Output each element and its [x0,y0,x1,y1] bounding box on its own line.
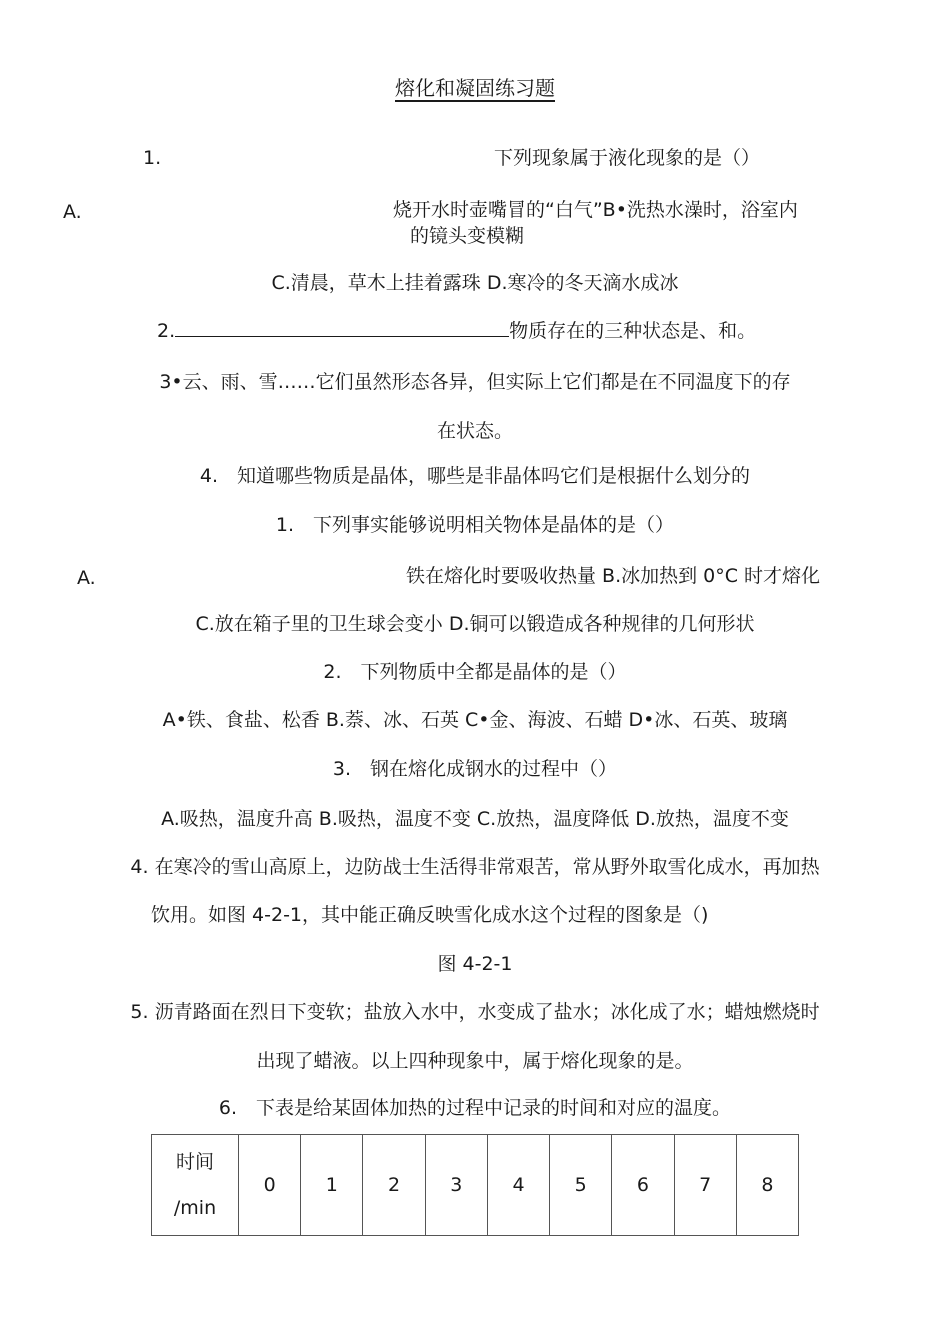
q2-line [157,318,756,344]
ex1-options-ab: 铁在熔化时要吸收热量 B.冰加热到 0°C 时才熔化 [406,565,821,587]
table-row [152,1135,799,1236]
q1-options-ab: 烧开水时壶嘴冒的“白气”B•洗热水澡时，浴室内 [393,199,798,221]
q1-option-a-label: A. [63,201,82,223]
ex5-question-continued: 出现了蜡液。以上四种现象中，属于熔化现象的是。 [256,1050,694,1072]
table-cell-time: 0 [239,1135,301,1236]
ex6-question: 6. 下表是给某固体加热的过程中记录的时间和对应的温度。 [218,1097,732,1119]
ex1-question: 1. 下列事实能够说明相关物体是晶体的是（） [275,514,675,536]
table-cell-time: 1 [301,1135,363,1236]
table-header-line2: /min [173,1197,217,1219]
q2-number: 2. [157,320,176,342]
table-cell-time: 2 [363,1135,425,1236]
ex1-option-a-label: A. [77,567,96,589]
q3-text-continued: 在状态。 [436,420,513,442]
q1-text: 下列现象属于液化现象的是（） [494,147,761,169]
table-header-line1: 时间 [175,1151,214,1173]
q1-number: 1. [143,147,162,169]
q1-option-b-continued: 的镜头变模糊 [410,225,525,247]
table-cell-time: 6 [612,1135,674,1236]
ex3-options: A.吸热，温度升高 B.吸热，温度不变 C.放热，温度降低 D.放热，温度不变 [161,808,789,830]
figure-caption: 图 4-2-1 [437,953,513,975]
ex4-question: 4. 在寒冷的雪山高原上，边防战士生活得非常艰苦，常从野外取雪化成水，再加热 [130,856,820,878]
ex1-options-cd: C.放在箱子里的卫生球会变小 D.铜可以锻造成各种规律的几何形状 [195,613,755,635]
ex2-options: A•铁、食盐、松香 B.萘、冰、石英 C•金、海波、石蜡 D•冰、石英、玻璃 [162,709,788,731]
table-header-time [152,1135,239,1236]
q2-fill-blank [175,318,509,337]
table-cell-time: 7 [674,1135,736,1236]
page-title: 熔化和凝固练习题 [395,76,555,100]
table-cell-time: 5 [550,1135,612,1236]
ex2-question: 2. 下列物质中全都是晶体的是（） [323,661,627,683]
table-cell-time: 3 [425,1135,487,1236]
ex3-question: 3. 钢在熔化成钢水的过程中（） [332,758,618,780]
table-cell-time: 8 [736,1135,798,1236]
time-temperature-table [151,1134,799,1236]
q1-options-cd: C.清晨，草木上挂着露珠 D.寒冷的冬天滴水成冰 [271,272,679,294]
table-cell-time: 4 [487,1135,549,1236]
ex5-question: 5. 沥青路面在烈日下变软；盐放入水中，水变成了盐水；冰化成了水；蜡烛燃烧时 [130,1001,820,1023]
q4-text: 4. 知道哪些物质是晶体，哪些是非晶体吗它们是根据什么划分的 [199,465,751,487]
q3-text: 3•云、雨、雪……它们虽然形态各异，但实际上它们都是在不同温度下的存 [159,371,791,393]
ex4-question-continued: 饮用。如图 4-2-1，其中能正确反映雪化成水这个过程的图象是（) [151,904,709,926]
q2-text: 物质存在的三种状态是、和。 [509,320,757,342]
